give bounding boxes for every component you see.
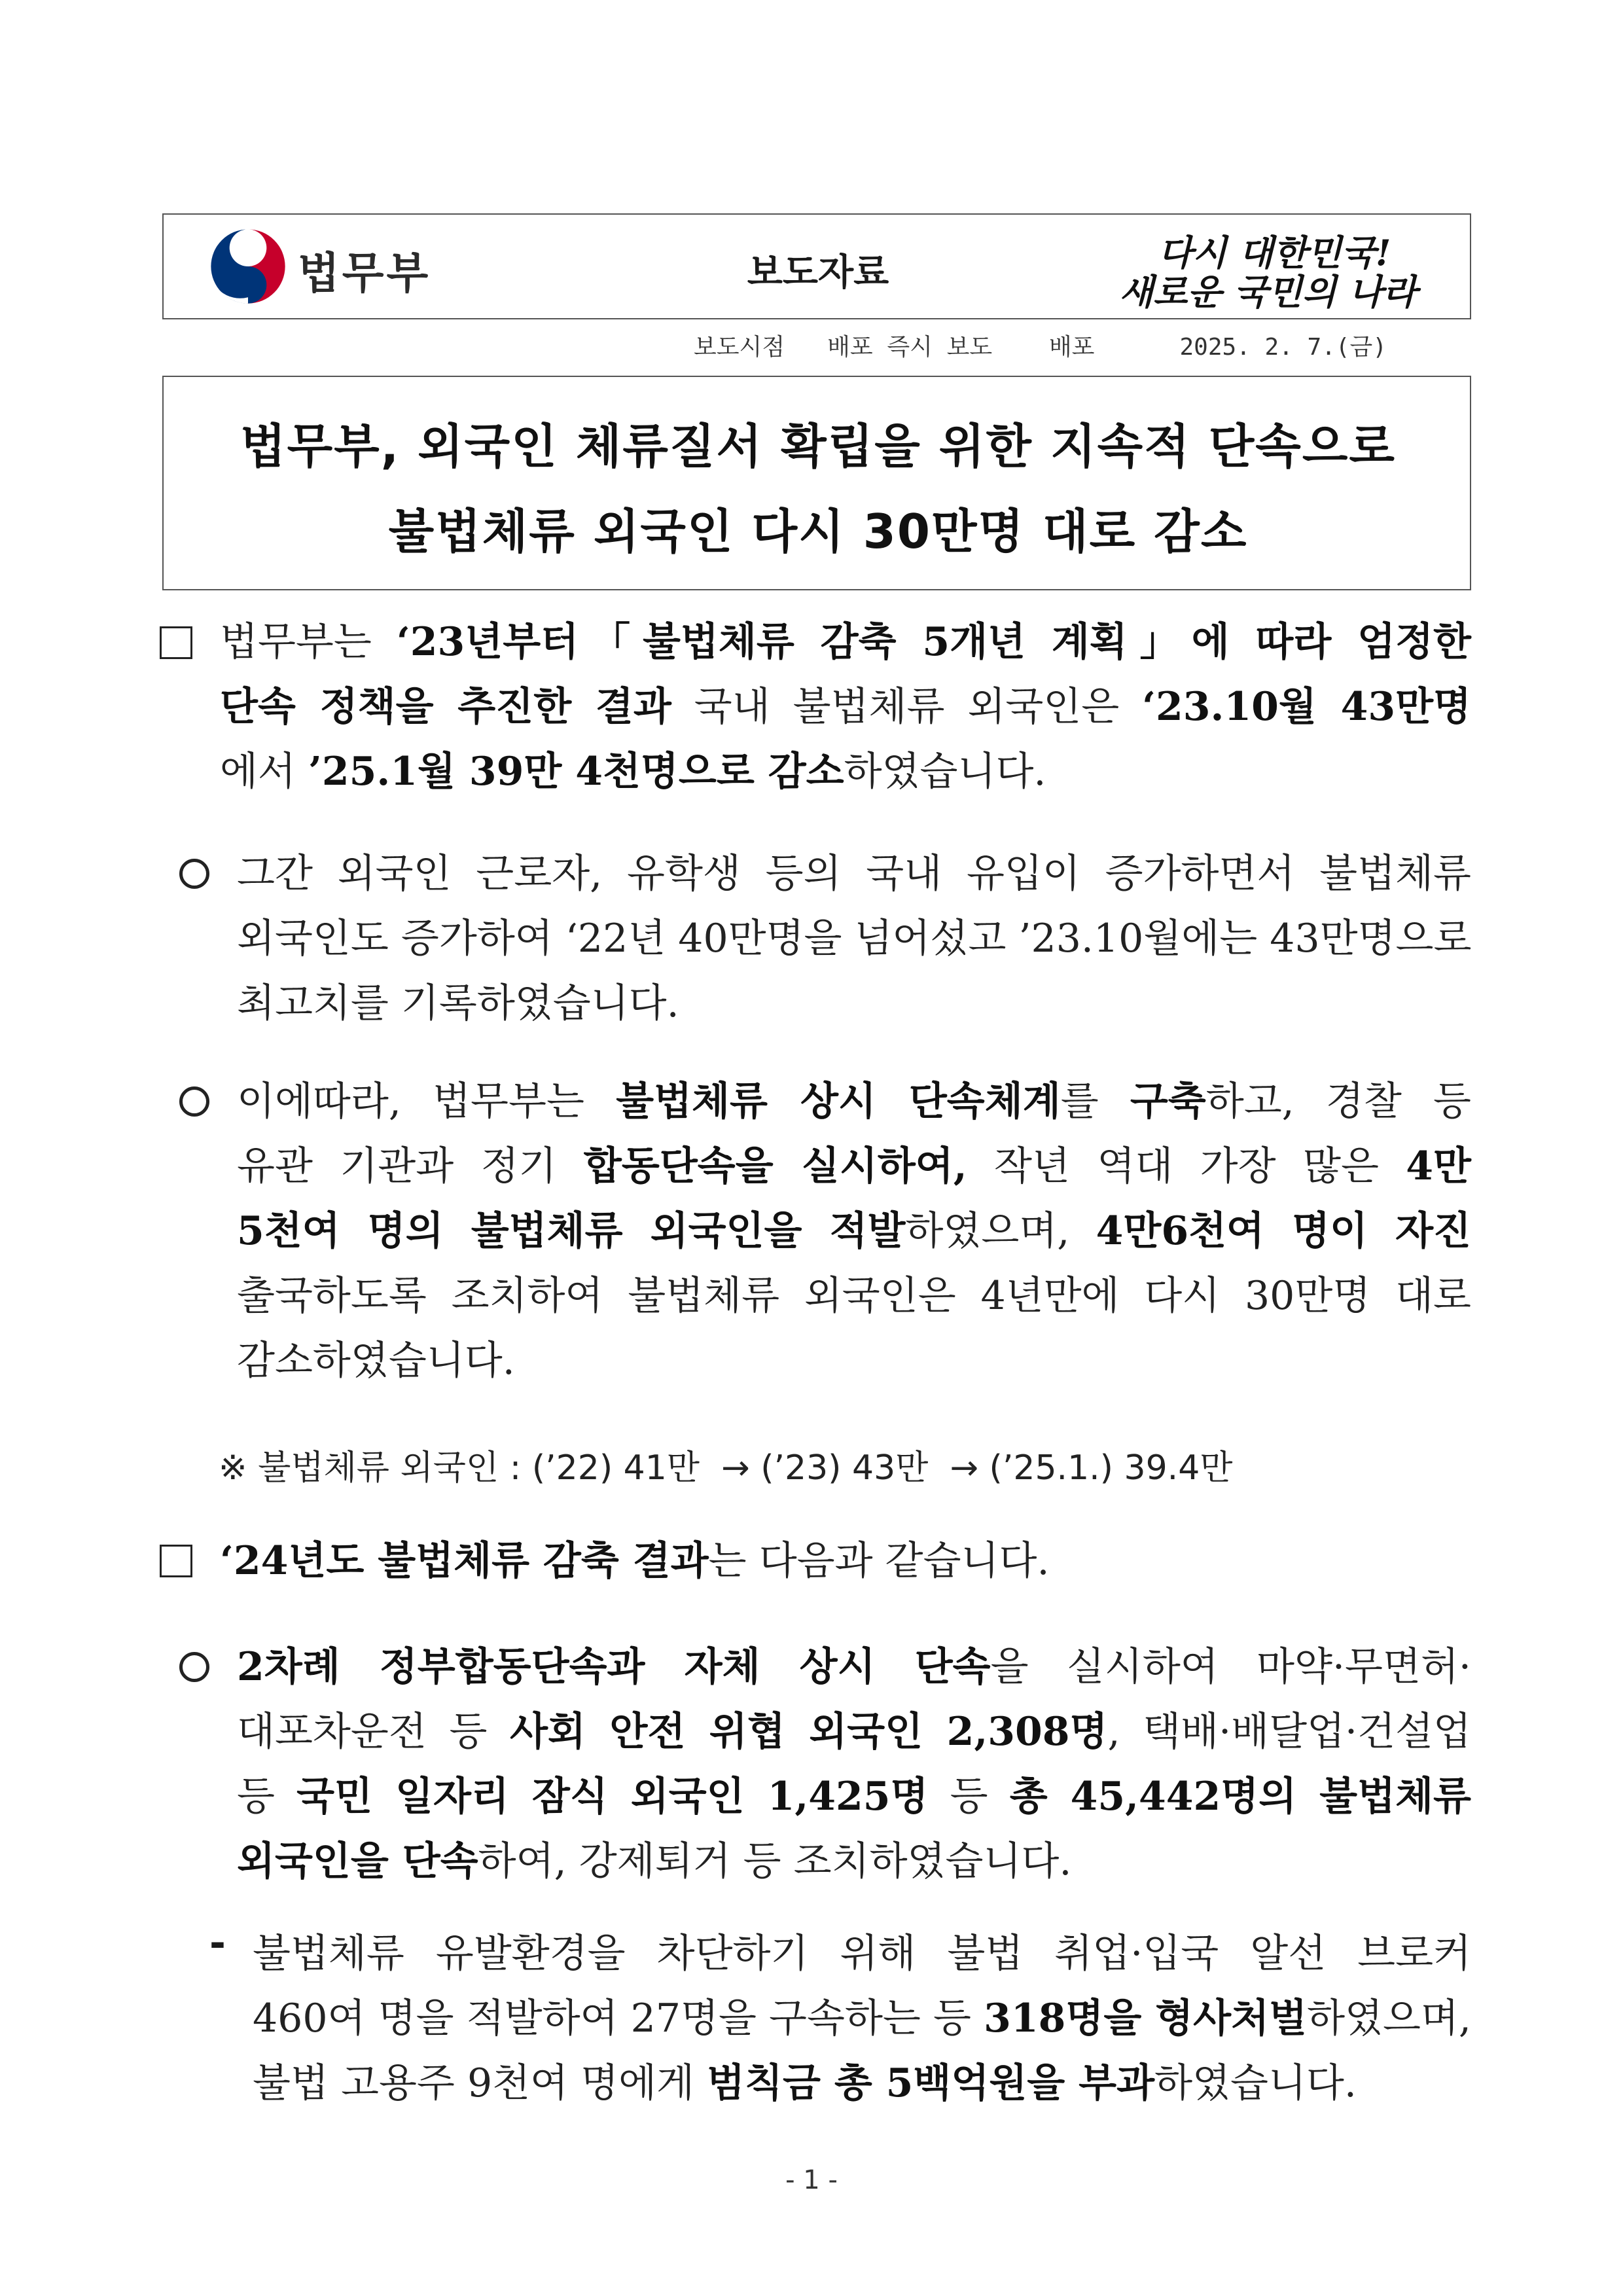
text-run-bold: ’25.1월 39만 4천명으로 감소: [308, 749, 844, 795]
text-run: 유관 기관과 정기: [237, 1143, 584, 1189]
text-run-bold: 2차례 정부합동단속과 자체 상시 단속: [237, 1644, 991, 1690]
text-line: 외국인도 증가하여 ‘22년 40만명을 넘어섰고 ’23.10월에는 43만명으로: [237, 916, 1472, 961]
text-run-bold: 범칙금 총 5백억원을 부과: [707, 2060, 1155, 2106]
text-run-bold: 318명을 형사처벌: [984, 1996, 1308, 2041]
doc-type-label: 보도자료: [747, 251, 889, 294]
slogan-calligraphy: [1119, 225, 1446, 313]
text-run: 을 실시하여 마약·무면허·: [990, 1644, 1471, 1690]
text-run-bold: 사회 안전 위협 외국인 2,308명: [510, 1709, 1108, 1755]
slogan-line-1: 다시 대한민국!: [1158, 232, 1391, 274]
text-run-bold: 4만6천여 명이 자진: [1096, 1208, 1471, 1254]
text-line: 감소하였습니다.: [237, 1338, 515, 1384]
distribution-label: 배포: [1048, 334, 1095, 361]
text-run-bold: 단속 정책을 추진한 결과: [220, 684, 671, 730]
text-line: 불법체류 유발환경을 차단하기 위해 불법 취업·입국 알선 브로커: [253, 1931, 1471, 1977]
text-run: 국내 불법체류 외국인은: [671, 684, 1143, 730]
slogan-line-2: 새로운 국민의 나라: [1119, 271, 1417, 313]
text-run: 대포차운전 등: [237, 1709, 510, 1755]
section-2-paragraph: [220, 1529, 1471, 1594]
ministry-name: 법무부: [298, 248, 431, 298]
text-line: 최고치를 기록하였습니다.: [237, 980, 679, 1026]
square-bullet-icon: [160, 626, 192, 659]
text-run-bold: 외국인을 단속: [237, 1839, 478, 1884]
headline-line-2: 불법체류 외국인 다시 30만명 대로 감소: [388, 504, 1248, 559]
circle-bullet-icon: [179, 1652, 209, 1682]
text-run: 는 다음과 같습니다.: [708, 1538, 1050, 1584]
bullet-1-paragraph: [237, 842, 1471, 1036]
text-run-bold: 5천여 명의 불법체류 외국인을 적발: [237, 1208, 906, 1254]
text-run: 하고, 경찰 등: [1205, 1079, 1471, 1124]
text-run: 460여 명을 적발하여 27명을 구속하는 등: [253, 1996, 984, 2041]
text-run-bold: 4만: [1406, 1143, 1472, 1189]
text-line: 그간 외국인 근로자, 유학생 등의 국내 유입이 증가하면서 불법체류: [237, 851, 1471, 897]
text-run-bold: 총 45,442명의 불법체류: [1009, 1774, 1471, 1820]
text-run: 하였으며,: [1307, 1996, 1471, 2041]
text-run: 법무부는: [220, 619, 397, 665]
text-run-bold: ‘23년부터「불법체류 감축 5개년 계획」에 따라 엄정한: [396, 619, 1471, 665]
dash-item-paragraph: [253, 1922, 1471, 2116]
text-run: 불법 고용주 9천여 명에게: [253, 2060, 707, 2106]
text-run: 하였으며,: [905, 1208, 1096, 1254]
text-run-bold: 구축: [1130, 1079, 1206, 1124]
headline-line-1: 법무부, 외국인 체류질서 확립을 위한 지속적 단속으로: [240, 419, 1396, 474]
text-run: 하여, 강제퇴거 등 조치하였습니다.: [478, 1839, 1072, 1884]
text-run-bold: 불법체류 상시 단속체계: [616, 1079, 1061, 1124]
release-timing: 배포 즉시 보도: [827, 334, 993, 361]
text-run: 에서: [220, 749, 308, 795]
circle-bullet-icon: [179, 859, 209, 889]
text-run: 하였습니다.: [844, 749, 1046, 795]
release-label: 보도시점: [694, 334, 785, 361]
circle-bullet-icon: [179, 1086, 209, 1117]
text-run: , 택배·배달업·건설업: [1107, 1709, 1472, 1755]
text-run-bold: ‘23.10월 43만명: [1142, 684, 1472, 730]
bullet-2-paragraph: [237, 1069, 1471, 1393]
statistics-note: ※ 불법체류 외국인 : (’22) 41만 → (’23) 43만 → (’25.1.) 39.4만: [219, 1448, 1233, 1488]
square-bullet-icon: [160, 1545, 192, 1577]
page-number: - 1 -: [785, 2165, 838, 2195]
title-box: [162, 376, 1471, 590]
text-run: 이에따라, 법무부는: [237, 1079, 616, 1124]
text-line: 출국하도록 조치하여 불법체류 외국인은 4년만에 다시 30만명 대로: [237, 1273, 1471, 1319]
bullet-3-paragraph: [237, 1635, 1471, 1894]
text-run: 를: [1060, 1079, 1130, 1124]
text-run: 등: [928, 1774, 1010, 1820]
dash-bullet: -: [209, 1920, 226, 1966]
text-run-bold: 합동단속을 실시하여,: [583, 1143, 967, 1189]
text-run-bold: 국민 일자리 잠식 외국인 1,425명: [296, 1774, 929, 1820]
release-date: 2025. 2. 7.(금): [1179, 334, 1387, 361]
section-1-paragraph: [220, 610, 1471, 804]
text-run: 하였습니다.: [1154, 2060, 1357, 2106]
header-box: [162, 213, 1471, 319]
text-run: 작년 역대 가장 많은: [967, 1143, 1406, 1189]
text-run: 등: [237, 1774, 297, 1820]
release-info-row: [694, 329, 1453, 362]
text-run-bold: ‘24년도 불법체류 감축 결과: [220, 1538, 709, 1584]
